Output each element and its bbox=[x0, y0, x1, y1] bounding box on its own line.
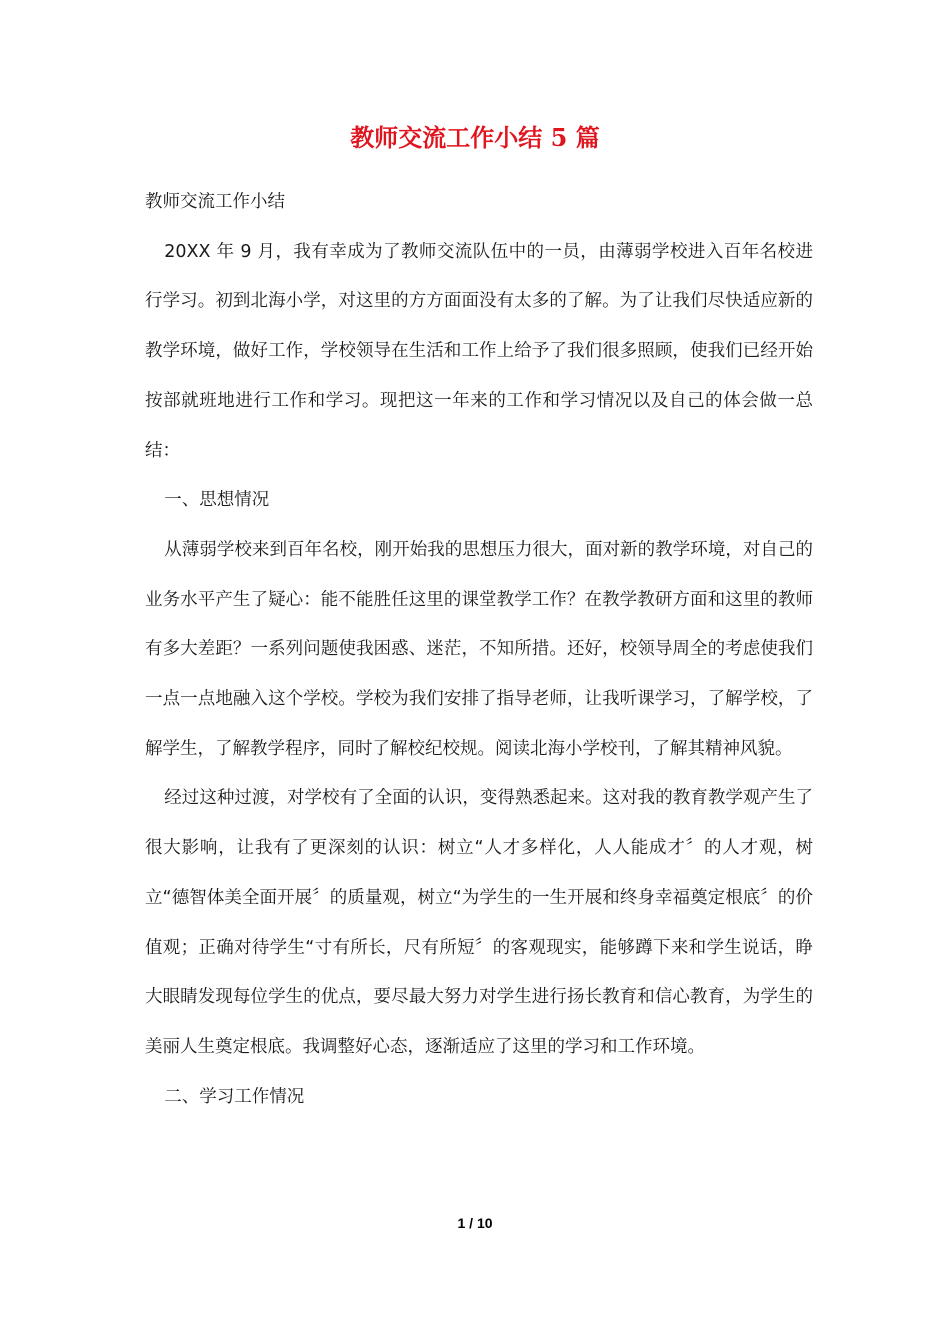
document-title: 教师交流工作小结 5 篇 bbox=[350, 123, 600, 152]
body-paragraph: 经过这种过渡，对学校有了全面的认识，变得熟悉起来。这对我的教育教学观产生了很大影响，让我有了更深刻的认识：树立“人才多样化，人人能成才〞的人才观，树立“德智体美全面开展〞的质量观，树立“为学生的一生开展和终身幸福奠定根底〞的价值观；正确对待学生“寸有所长，尺有所短〞的客观现实，能够蹲下来和学生说话，睁大眼睛发现每位学生的优点，要尽最大努力对学生进行扬长教育和信心教育，为学生的美丽人生奠定根底。我调整好心态，逐渐适应了这里的学习和工作环境。 bbox=[145, 788, 813, 1057]
page-number: 1 / 10 bbox=[457, 1215, 493, 1231]
body-paragraph: 从薄弱学校来到百年名校，刚开始我的思想压力很大，面对新的教学环境，对自己的业务水平产生了疑心：能不能胜任这里的课堂教学工作？在教学教研方面和这里的教师有多大差距？一系列问题使我困惑、迷茫，不知所措。还好，校领导周全的考虑使我们一点一点地融入这个学校。学校为我们安排了指导老师，让我听课学习，了解学校，了解学生，了解教学程序，同时了解校纪校规。阅读北海小学校刊，了解其精神风貌。 bbox=[145, 539, 813, 759]
document-body bbox=[145, 178, 813, 1122]
body-paragraph: 20XX 年 9 月，我有幸成为了教师交流队伍中的一员，由薄弱学校进入百年名校进行学习。初到北海小学，对这里的方方面面没有太多的了解。为了让我们尽快适应新的教学环境，做好工作，学校领导在生活和工作上给予了我们很多照顾，使我们已经开始按部就班地进行工作和学习。现把这一年来的工作和学习情况以及自己的体会做一总结： bbox=[145, 241, 813, 461]
section-heading: 二、学习工作情况 bbox=[164, 1086, 305, 1107]
section-heading: 教师交流工作小结 bbox=[145, 192, 285, 212]
section-heading: 一、思想情况 bbox=[164, 490, 270, 511]
